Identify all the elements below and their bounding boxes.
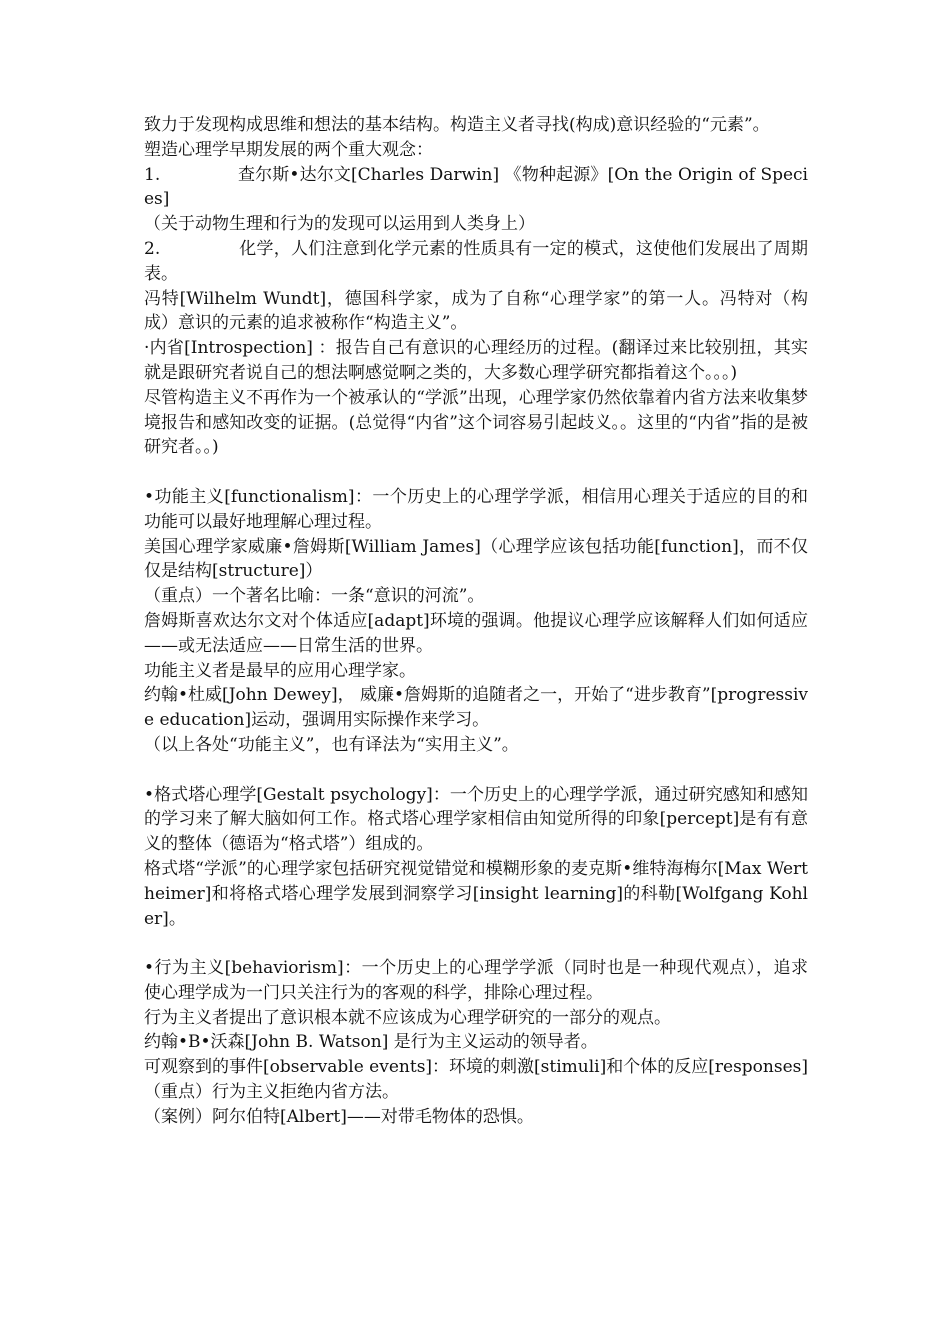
paragraph-stream-of-consciousness: （重点）一个著名比喻：一条“意识的河流”。: [144, 586, 485, 607]
paragraph-functionalism: •功能主义[functionalism]：一个历史上的心理学学派，相信用心理关于适应的目的和功能可以最好地理解心理过程。: [144, 486, 808, 532]
paragraph-translation-note: （以上各处“功能主义”，也有译法为“实用主义”。: [144, 734, 519, 755]
paragraph-william-james: 美国心理学家威廉•詹姆斯[William James]（心理学应该包括功能[function]，而不仅仅是结构[structure]）: [144, 536, 808, 582]
paragraph-reject-introspection: （重点）行为主义拒绝内省方法。: [144, 1082, 399, 1103]
paragraph-behaviorism: •行为主义[behaviorism]：一个历史上的心理学学派（同时也是一种现代观点），追求使心理学成为一门只关注行为的客观的科学，排除心理过程。: [144, 958, 808, 1003]
list-item-chemistry: 2. 化学，人们注意到化学元素的性质具有一定的模式，这使他们发展出了周期表。: [144, 238, 808, 284]
document-page: [144, 113, 808, 1130]
blank-line: [144, 460, 808, 485]
paragraph-wundt: 冯特[Wilhelm Wundt]，德国科学家，成为了自称“心理学家”的第一人。冯特对（构成）意识的元素的追求被称作“构造主义”。: [144, 288, 808, 334]
paragraph-gestalt: •格式塔心理学[Gestalt psychology]：一个历史上的心理学学派，通过研究感知和感知的学习来了解大脑如何工作。格式塔心理学家相信由知觉所得的印象[percept]是有有意义的整体（德语为“格式塔”）组成的。: [144, 784, 808, 855]
blank-line: [144, 931, 808, 956]
paragraph-introspection: ·内省[Introspection] ：报告自己有意识的心理经历的过程。(翻译过来比较别扭，其实就是跟研究者说自己的想法啊感觉啊之类的，大多数心理学研究都指着这个。。。): [144, 338, 808, 383]
paragraph-john-dewey: 约翰•杜威[John Dewey]， 威廉•詹姆斯的追随者之一，开始了“进步教育”[progressive education]运动，强调用实际操作来学习。: [144, 685, 808, 731]
paragraph-two-ideas-heading: 塑造心理学早期发展的两个重大观念：: [144, 139, 433, 160]
paragraph-gestalt-psychologists: 格式塔“学派”的心理学家包括研究视觉错觉和模糊形象的麦克斯•维特海梅尔[Max Wertheimer]和将格式塔心理学发展到洞察学习[insight learning]的科勒[Wolfgang Kohler]。: [144, 858, 808, 929]
list-item-darwin: 1. 查尔斯•达尔文[Charles Darwin] 《物种起源》[On the Origin of Species]: [144, 164, 808, 210]
paragraph-observable-events: 可观察到的事件[observable events]：环境的刺激[stimuli]和个体的反应[responses]: [144, 1057, 808, 1078]
paragraph-behaviorism-consciousness: 行为主义者提出了意识根本就不应该成为心理学研究的一部分的观点。: [144, 1007, 671, 1028]
paragraph-structuralism-intro: 致力于发现构成思维和想法的基本结构。构造主义者寻找(构成)意识经验的“元素”。: [144, 115, 770, 135]
paragraph-john-watson: 约翰•B•沃森[John B. Watson] 是行为主义运动的领导者。: [144, 1032, 598, 1053]
blank-line: [144, 758, 808, 783]
paragraph-little-albert: （案例）阿尔伯特[Albert]——对带毛物体的恐惧。: [144, 1106, 534, 1127]
paragraph-structuralism-legacy: 尽管构造主义不再作为一个被承认的“学派”出现，心理学家仍然依靠着内省方法来收集梦境报告和感知改变的证据。(总觉得“内省”这个词容易引起歧义。。这里的“内省”指的是被研究者。。): [144, 387, 808, 458]
paragraph-darwin-note: （关于动物生理和行为的发现可以运用到人类身上）: [144, 214, 535, 235]
paragraph-applied-psychologists: 功能主义者是最早的应用心理学家。: [144, 660, 416, 681]
paragraph-james-adaptation: 詹姆斯喜欢达尔文对个体适应[adapt]环境的强调。他提议心理学应该解释人们如何适应——或无法适应——日常生活的世界。: [144, 610, 808, 656]
